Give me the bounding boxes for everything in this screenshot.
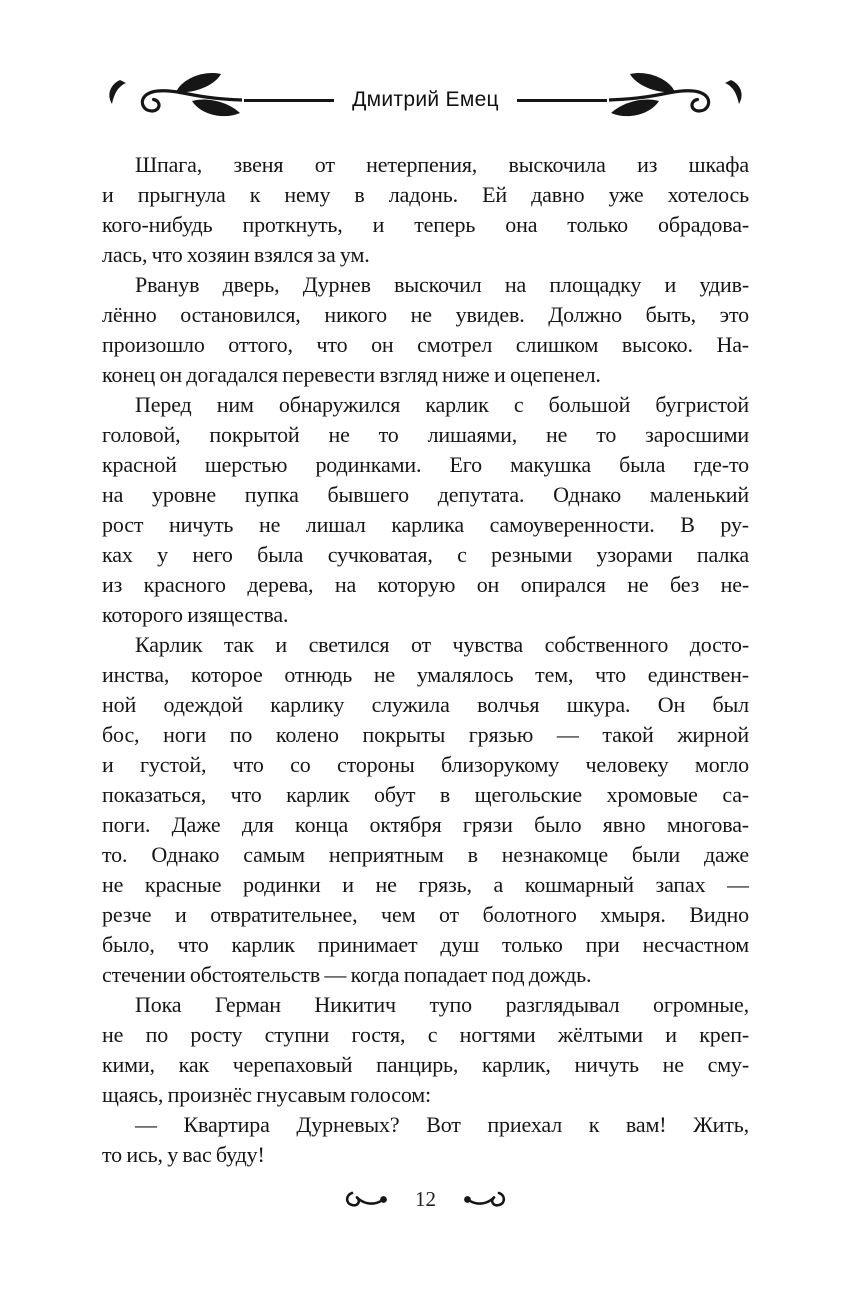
paragraph <box>102 270 749 390</box>
text-line: щаясь, произнёс гнусавым голосом: <box>102 1082 431 1107</box>
text-line: которого изящества. <box>102 602 289 627</box>
swash-curl-right-icon <box>460 1188 506 1210</box>
text-line: ках у него была сучковатая, с резными узорами палка <box>102 542 749 567</box>
text-line: и прыгнула к нему в ладонь. Ей давно уже хотелось <box>102 182 749 207</box>
text-line: стечении обстоятельств — когда попадает под дождь. <box>102 962 592 987</box>
paragraph <box>102 150 749 270</box>
text-line: то ись, у вас буду! <box>102 1142 265 1167</box>
text-line: лась, что хозяин взялся за ум. <box>102 242 370 267</box>
text-line: поги. Даже для конца октября грязи было явно многова- <box>102 812 749 837</box>
page-header <box>102 72 749 128</box>
text-line: Пока Герман Никитич тупо разглядывал огромные, <box>135 992 749 1017</box>
swash-curl-left-icon <box>345 1188 391 1210</box>
text-line: конец он догадался перевести взгляд ниже и оцепенел. <box>102 362 601 387</box>
page-number: 12 <box>415 1186 436 1211</box>
text-line: то. Однако самым неприятным в незнакомце были даже <box>102 842 749 867</box>
page-footer <box>102 1186 749 1212</box>
text-line: красной шерстью родинками. Его макушка была где-то <box>102 452 749 477</box>
text-line: ной одеждой карлику служила волчья шкура. Он был <box>102 692 749 717</box>
text-line: Рванув дверь, Дурнев выскочил на площадку и удив- <box>135 272 749 297</box>
text-line: было, что карлик принимает душ только при несчастном <box>102 932 749 957</box>
text-line: показаться, что карлик обут в щегольские хромовые са- <box>102 782 749 807</box>
text-line: лённо остановился, никого не увидев. Должно быть, это <box>102 302 749 327</box>
floral-flourish-left-icon <box>102 72 242 128</box>
header-rule-right <box>517 99 607 102</box>
text-line: не красные родинки и не грязь, а кошмарный запах — <box>102 872 749 897</box>
paragraph <box>102 990 749 1110</box>
text-line: Шпага, звеня от нетерпения, выскочила из шкафа <box>135 152 749 177</box>
text-line: на уровне пупка бывшего депутата. Однако маленький <box>102 482 749 507</box>
text-line: кими, как черепаховый панцирь, карлик, ничуть не сму- <box>102 1052 749 1077</box>
author-name: Дмитрий Емец <box>352 88 499 111</box>
paragraph <box>102 630 749 990</box>
paragraph <box>102 1110 749 1170</box>
text-line: не по росту ступни гостя, с ногтями жёлтыми и креп- <box>102 1022 749 1047</box>
text-line: бос, ноги по колено покрыты грязью — такой жирной <box>102 722 749 747</box>
text-line: резче и отвратительнее, чем от болотного хмыря. Видно <box>102 902 749 927</box>
header-rule-left <box>244 99 334 102</box>
text-line: Перед ним обнаружился карлик с большой бугристой <box>135 392 749 417</box>
text-line: и густой, что со стороны близорукому человеку могло <box>102 752 749 777</box>
text-line: кого-нибудь проткнуть, и теперь она только обрадова- <box>102 212 749 237</box>
floral-flourish-right-icon <box>609 72 749 128</box>
text-line: — Квартира Дурневых? Вот приехал к вам! Жить, <box>135 1112 749 1137</box>
body-text <box>102 150 749 1170</box>
paragraph <box>102 390 749 630</box>
text-line: Карлик так и светился от чувства собственного досто- <box>135 632 749 657</box>
text-line: головой, покрытой не то лишаями, не то заросшими <box>102 422 749 447</box>
text-line: инства, которое отнюдь не умалялось тем, что единствен- <box>102 662 749 687</box>
text-line: рост ничуть не лишал карлика самоуверенности. В ру- <box>102 512 749 537</box>
text-line: из красного дерева, на которую он опирался не без не- <box>102 572 749 597</box>
text-line: произошло оттого, что он смотрел слишком высоко. На- <box>102 332 749 357</box>
